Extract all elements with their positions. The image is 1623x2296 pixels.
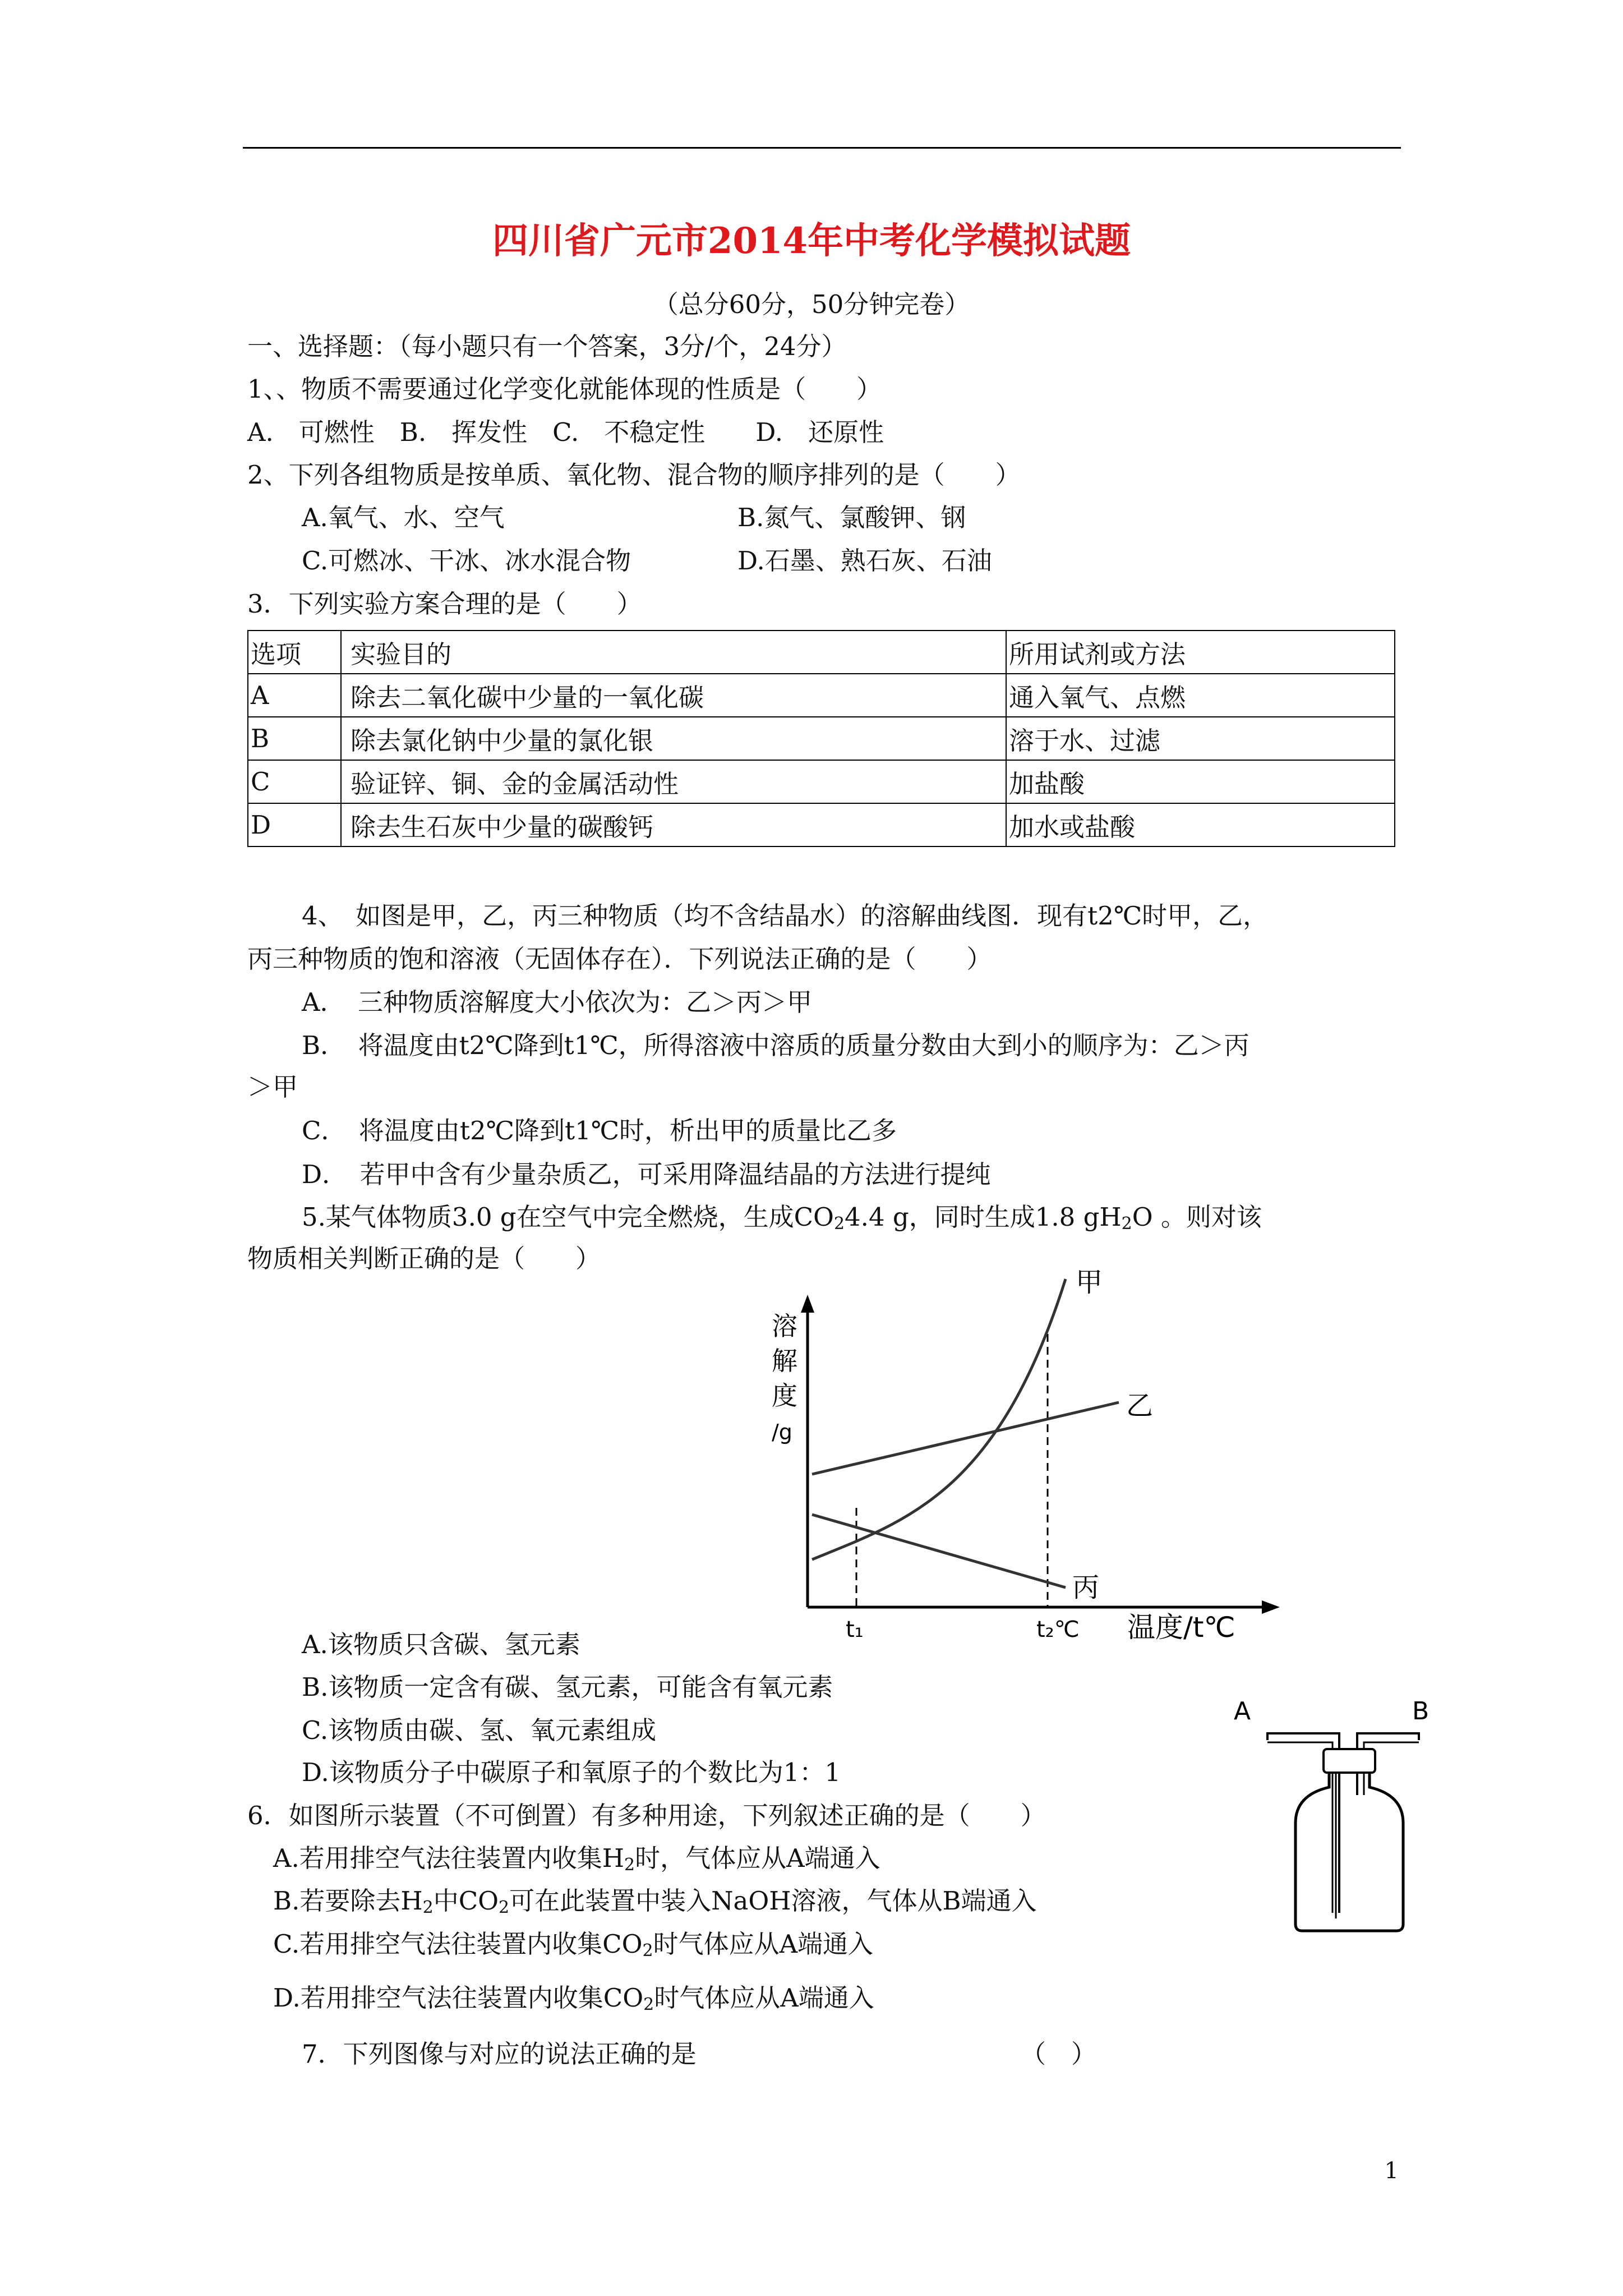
table-cell-text: 除去氯化钠中少量的氯化银 — [351, 726, 654, 756]
q6-text: C.若用排空气法往装置内收集CO — [273, 1929, 643, 1959]
q4-line2: 丙三种物质的饱和溶液（无固体存在）．下列说法正确的是（ ） — [247, 944, 992, 974]
subscript: 2 — [1121, 1214, 1132, 1234]
q4-option-b-cont: ＞甲 — [247, 1072, 298, 1102]
q5-option-c: C.该物质由碳、氢、氧元素组成 — [302, 1715, 657, 1745]
q6-text: 时，气体应从A端通入 — [635, 1843, 880, 1873]
section-heading: 一、选择题：（每小题只有一个答案，3分/个，24分） — [247, 332, 847, 361]
q6-text: 时气体应从A端通入 — [654, 1983, 874, 2013]
solubility-chart — [763, 1257, 1290, 1660]
table-cell — [341, 803, 1006, 846]
x-axis-arrow — [1262, 1600, 1280, 1614]
q5-text: O 。则对该 — [1132, 1202, 1262, 1232]
header-rule — [243, 147, 1401, 149]
table-row — [248, 717, 1395, 760]
table-cell-text: 验证锌、铜、金的金属活动性 — [351, 769, 679, 799]
q2-option-a: A.氧气、水、空气 — [302, 503, 505, 532]
q7-answer-bracket: （ ） — [1021, 2039, 1097, 2069]
series-label-jia: 甲 — [1076, 1267, 1103, 1298]
x-tick-t1: t₁ — [846, 1617, 864, 1642]
q4-option-a: A． 三种物质溶解度大小依次为：乙＞丙＞甲 — [302, 987, 812, 1017]
subscript: 2 — [642, 1941, 653, 1961]
table-header-cell — [341, 631, 1006, 674]
subscript: 2 — [422, 1898, 434, 1917]
y-label-char: /g — [772, 1420, 792, 1444]
subscript: 2 — [499, 1898, 510, 1917]
table-row — [248, 803, 1395, 846]
q2-stem: 2、下列各组物质是按单质、氧化物、混合物的顺序排列的是（ ） — [247, 460, 1021, 490]
table-header-text: 实验目的 — [351, 639, 452, 669]
y-label-char: 溶 — [772, 1311, 797, 1341]
apparatus-label-a: A — [1234, 1697, 1251, 1726]
y-label-char: 解 — [772, 1346, 797, 1376]
table-cell: 溶于水、过滤 — [1006, 717, 1395, 760]
q2-option-c: C.可燃冰、干冰、冰水混合物 — [302, 546, 631, 576]
series-label-yi: 乙 — [1126, 1390, 1154, 1421]
stopper — [1324, 1749, 1375, 1773]
q6-option-b — [273, 1884, 1037, 1918]
table-cell: 加盐酸 — [1006, 760, 1395, 803]
table-cell-text: 除去生石灰中少量的碳酸钙 — [351, 812, 654, 842]
table-row — [248, 760, 1395, 803]
q6-text: B.若要除去H — [273, 1886, 423, 1916]
q5-option-a: A.该物质只含碳、氢元素 — [302, 1630, 580, 1659]
series-bing-line — [812, 1515, 1066, 1588]
q2-option-b: B.氮气、氯酸钾、钢 — [737, 503, 966, 532]
apparatus-label-b: B — [1412, 1697, 1430, 1726]
q6-option-a — [273, 1842, 880, 1875]
subscript: 2 — [833, 1214, 845, 1234]
y-label-char: 度 — [772, 1381, 797, 1411]
q3-stem: 3．下列实验方案合理的是（ ） — [247, 589, 642, 619]
q5-option-b: B.该物质一定含有碳、氢元素，可能含有氧元素 — [302, 1672, 833, 1702]
x-tick-t2: t₂℃ — [1036, 1617, 1080, 1642]
q4-line1: 4、 如图是甲，乙，丙三种物质（均不含结晶水）的溶解曲线图．现有t2℃时甲，乙， — [302, 901, 1269, 931]
exam-title: 四川省广元市2014年中考化学模拟试题 — [492, 220, 1131, 262]
table-cell: C — [248, 760, 341, 803]
q2-option-d: D.石墨、熟石灰、石油 — [737, 546, 992, 576]
q6-stem: 6．如图所示装置（不可倒置）有多种用途，下列叙述正确的是（ ） — [247, 1801, 1046, 1830]
series-jia-curve — [812, 1279, 1066, 1559]
q6-text: 可在此装置中装入NaOH溶液，气体从B端通入 — [509, 1886, 1037, 1916]
series-yi-line — [812, 1402, 1119, 1474]
q5-line1 — [302, 1200, 1262, 1234]
q6-text: 中CO — [433, 1886, 499, 1916]
q6-text: 时气体应从A端通入 — [653, 1929, 874, 1959]
q1-options: A. 可燃性 B. 挥发性 C. 不稳定性 D. 还原性 — [247, 417, 884, 447]
table-cell-text: 除去二氧化碳中少量的一氧化碳 — [351, 683, 704, 712]
q6-option-c — [273, 1927, 873, 1961]
q6-option-d — [273, 1981, 874, 2015]
q4-option-c: C． 将温度由t2℃降到t1℃时，析出甲的质量比乙多 — [302, 1116, 897, 1145]
bottle-body — [1295, 1773, 1403, 1931]
table-header-row — [248, 631, 1395, 674]
q4-option-d: D． 若甲中含有少量杂质乙，可采用降温结晶的方法进行提纯 — [302, 1159, 991, 1189]
q6-text: D.若用排空气法往装置内收集CO — [273, 1983, 644, 2013]
table-cell — [341, 717, 1006, 760]
table-cell: D — [248, 803, 341, 846]
table-row — [248, 674, 1395, 717]
table-cell: 通入氧气、点燃 — [1006, 674, 1395, 717]
exam-subtitle: （总分60分，50分钟完卷） — [653, 289, 970, 319]
chart-axes — [801, 1295, 1280, 1614]
q1-stem: 1、、物质不需要通过化学变化就能体现的性质是（ ） — [247, 374, 882, 404]
y-axis-arrow — [801, 1295, 814, 1313]
q3-table — [247, 630, 1395, 847]
page-number: 1 — [1384, 2158, 1399, 2184]
q5-text: 4.4 g，同时生成1.8 gH — [845, 1202, 1122, 1232]
q5-option-d: D.该物质分子中碳原子和氧原子的个数比为1：1 — [302, 1757, 841, 1787]
x-axis-label: 温度/t℃ — [1127, 1611, 1235, 1644]
series-label-bing: 丙 — [1072, 1572, 1100, 1603]
q5-text: 5.某气体物质3.0 g在空气中完全燃烧，生成CO — [302, 1202, 834, 1232]
y-axis-label — [772, 1311, 797, 1444]
table-cell: 加水或盐酸 — [1006, 803, 1395, 846]
table-header-cell: 所用试剂或方法 — [1006, 631, 1395, 674]
q6-text: A.若用排空气法往装置内收集H — [273, 1843, 625, 1873]
table-header-cell: 选项 — [248, 631, 341, 674]
subscript: 2 — [643, 1995, 654, 2014]
table-cell — [341, 674, 1006, 717]
gas-bottle-apparatus — [1223, 1688, 1458, 1935]
table-cell: B — [248, 717, 341, 760]
q5-line2: 物质相关判断正确的是（ ） — [247, 1244, 601, 1273]
table-cell: A — [248, 674, 341, 717]
subscript: 2 — [624, 1855, 635, 1875]
q7-stem: 7．下列图像与对应的说法正确的是 — [302, 2039, 697, 2069]
table-cell — [341, 760, 1006, 803]
q4-option-b: B． 将温度由t2℃降到t1℃，所得溶液中溶质的质量分数由大到小的顺序为：乙＞丙 — [302, 1030, 1249, 1060]
